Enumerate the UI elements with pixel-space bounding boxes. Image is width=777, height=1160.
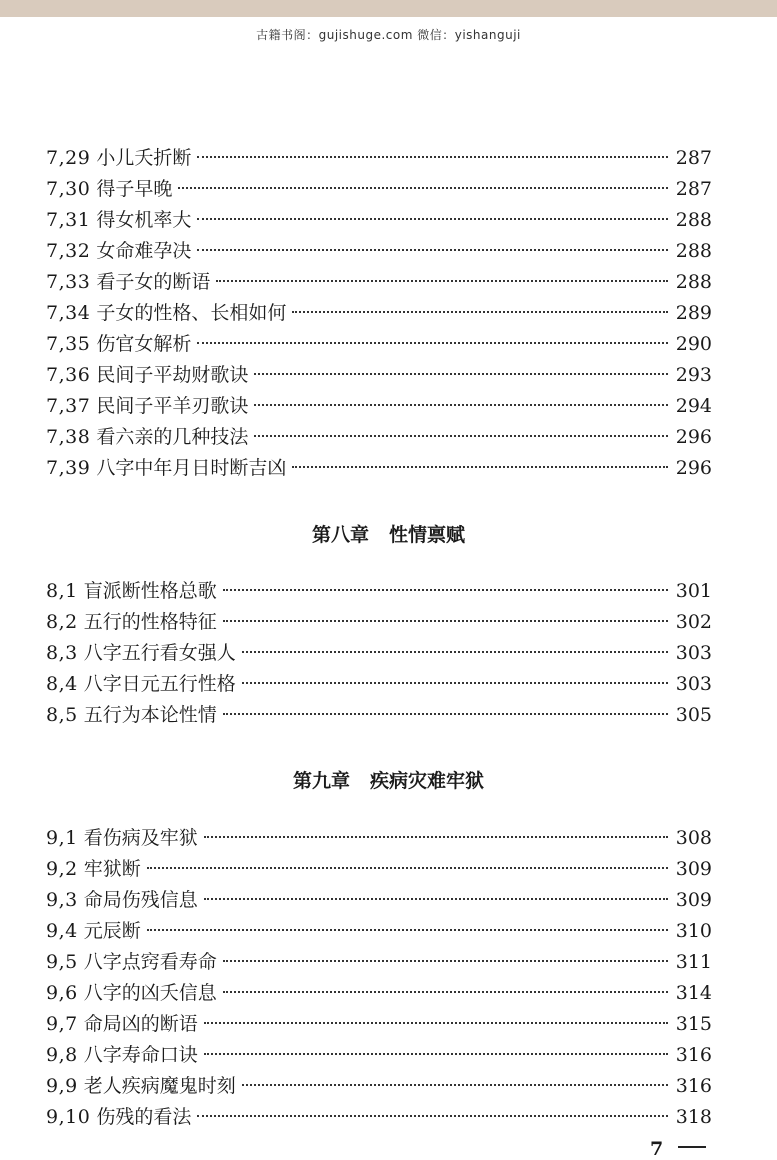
toc-entry-page: 288: [675, 240, 712, 262]
chapter-9-name: 疾病灾难牢狱: [370, 770, 485, 792]
toc-entry-number: 7,39: [46, 457, 91, 479]
toc-entry-number: 9,8: [46, 1044, 78, 1066]
dot-leader: [292, 311, 667, 313]
dot-leader: [223, 991, 668, 993]
toc-entry-title: 看伤病及牢狱: [83, 827, 198, 849]
dot-leader: [197, 342, 667, 344]
toc-section-8: [46, 576, 712, 731]
toc-entry[interactable]: [46, 607, 712, 638]
toc-entry-page: 302: [675, 611, 712, 633]
toc-entry-title: 盲派断性格总歌: [83, 580, 217, 602]
toc-entry[interactable]: [46, 267, 712, 298]
dot-leader: [204, 898, 668, 900]
page-number: 7: [650, 1138, 664, 1160]
toc-entry-title: 元辰断: [83, 920, 141, 942]
toc-entry-title: 老人疾病魔鬼时刻: [83, 1075, 236, 1097]
dot-leader: [223, 960, 668, 962]
toc-entry[interactable]: [46, 391, 712, 422]
toc-entry-number: 7,33: [46, 271, 91, 293]
toc-entry-page: 316: [675, 1044, 712, 1066]
toc-entry-title: 命局伤残信息: [83, 889, 198, 911]
toc-entry-number: 9,7: [46, 1013, 78, 1035]
toc-entry-title: 八字日元五行性格: [83, 673, 236, 695]
toc-entry[interactable]: [46, 1071, 712, 1102]
toc-entry-title: 女命难孕决: [96, 240, 192, 262]
watermark-header: 古籍书阁：gujishuge.com 微信：yishanguji: [256, 28, 521, 42]
toc-entry-number: 7,30: [46, 178, 91, 200]
toc-entry[interactable]: [46, 422, 712, 453]
toc-entry-number: 8,5: [46, 704, 78, 726]
dot-leader: [292, 466, 667, 468]
chapter-9-heading: [0, 766, 777, 793]
toc-entry-title: 小儿夭折断: [96, 147, 192, 169]
toc-entry[interactable]: [46, 329, 712, 360]
toc-entry-page: 309: [675, 889, 712, 911]
toc-entry[interactable]: [46, 576, 712, 607]
toc-entry-title: 得子早晚: [96, 178, 173, 200]
toc-entry-page: 289: [675, 302, 712, 324]
toc-entry-number: 9,1: [46, 827, 78, 849]
toc-entry-title: 伤官女解析: [96, 333, 192, 355]
toc-entry-number: 7,29: [46, 147, 91, 169]
toc-entry-number: 7,35: [46, 333, 91, 355]
toc-entry[interactable]: [46, 947, 712, 978]
toc-entry[interactable]: [46, 854, 712, 885]
toc-entry[interactable]: [46, 1009, 712, 1040]
dot-leader: [204, 836, 668, 838]
dot-leader: [147, 929, 668, 931]
toc-entry-title: 八字五行看女强人: [83, 642, 236, 664]
toc-entry-page: 311: [675, 951, 712, 973]
toc-entry[interactable]: [46, 669, 712, 700]
toc-entry-number: 8,2: [46, 611, 78, 633]
toc-entry-number: 7,32: [46, 240, 91, 262]
toc-entry-number: 8,1: [46, 580, 78, 602]
toc-entry-page: 293: [675, 364, 712, 386]
dot-leader: [178, 187, 667, 189]
page-number-rule: [678, 1146, 706, 1148]
dot-leader: [242, 1084, 668, 1086]
chapter-8-label: 第八章: [311, 524, 369, 546]
toc-entry[interactable]: [46, 885, 712, 916]
toc-entry-page: 287: [675, 178, 712, 200]
toc-entry-page: 303: [675, 673, 712, 695]
toc-entry-title: 八字的凶夭信息: [83, 982, 217, 1004]
toc-entry-page: 288: [675, 271, 712, 293]
toc-entry-page: 315: [675, 1013, 712, 1035]
toc-entry-number: 9,10: [46, 1106, 91, 1128]
toc-entry-title: 看子女的断语: [96, 271, 211, 293]
dot-leader: [147, 867, 668, 869]
toc-entry-number: 7,36: [46, 364, 91, 386]
toc-section-7: [46, 143, 712, 484]
toc-entry-page: 288: [675, 209, 712, 231]
dot-leader: [204, 1022, 668, 1024]
toc-entry[interactable]: [46, 1102, 712, 1133]
toc-entry-number: 9,3: [46, 889, 78, 911]
toc-entry-title: 五行为本论性情: [83, 704, 217, 726]
toc-entry[interactable]: [46, 236, 712, 267]
toc-entry-number: 7,37: [46, 395, 91, 417]
dot-leader: [197, 218, 667, 220]
toc-entry-page: 290: [675, 333, 712, 355]
toc-entry-number: 9,4: [46, 920, 78, 942]
chapter-9-label: 第九章: [292, 770, 350, 792]
toc-entry-number: 8,4: [46, 673, 78, 695]
toc-entry-page: 309: [675, 858, 712, 880]
toc-entry-title: 看六亲的几种技法: [96, 426, 249, 448]
toc-entry-page: 316: [675, 1075, 712, 1097]
toc-entry-number: 9,2: [46, 858, 78, 880]
toc-entry-title: 伤残的看法: [96, 1106, 192, 1128]
dot-leader: [223, 620, 668, 622]
dot-leader: [223, 589, 668, 591]
toc-entry-number: 7,38: [46, 426, 91, 448]
toc-entry-title: 得女机率大: [96, 209, 192, 231]
toc-entry[interactable]: [46, 174, 712, 205]
toc-entry-title: 子女的性格、长相如何: [96, 302, 287, 324]
top-border: [0, 0, 777, 17]
toc-entry-page: 296: [675, 426, 712, 448]
toc-entry-page: 301: [675, 580, 712, 602]
toc-entry[interactable]: [46, 298, 712, 329]
toc-entry-page: 294: [675, 395, 712, 417]
toc-entry-title: 八字中年月日时断吉凶: [96, 457, 287, 479]
toc-entry[interactable]: [46, 360, 712, 391]
dot-leader: [254, 373, 667, 375]
toc-entry[interactable]: [46, 916, 712, 947]
toc-entry-title: 八字点窍看寿命: [83, 951, 217, 973]
chapter-8-heading: [0, 520, 777, 547]
dot-leader: [223, 713, 668, 715]
toc-entry-number: 8,3: [46, 642, 78, 664]
dot-leader: [197, 1115, 667, 1117]
toc-entry-page: 308: [675, 827, 712, 849]
toc-entry-number: 7,31: [46, 209, 91, 231]
toc-entry-title: 民间子平劫财歌诀: [96, 364, 249, 386]
dot-leader: [197, 156, 667, 158]
dot-leader: [197, 249, 667, 251]
dot-leader: [216, 280, 667, 282]
dot-leader: [204, 1053, 668, 1055]
toc-section-9: [46, 823, 712, 1133]
toc-entry[interactable]: [46, 978, 712, 1009]
toc-entry-title: 牢狱断: [83, 858, 141, 880]
toc-entry-number: 9,6: [46, 982, 78, 1004]
toc-entry-title: 命局凶的断语: [83, 1013, 198, 1035]
toc-entry[interactable]: [46, 823, 712, 854]
toc-entry-page: 287: [675, 147, 712, 169]
dot-leader: [242, 682, 668, 684]
dot-leader: [254, 404, 667, 406]
toc-entry-page: 318: [675, 1106, 712, 1128]
toc-entry-title: 八字寿命口诀: [83, 1044, 198, 1066]
toc-entry-title: 民间子平羊刃歌诀: [96, 395, 249, 417]
toc-entry-page: 305: [675, 704, 712, 726]
toc-entry-number: 7,34: [46, 302, 91, 324]
chapter-8-name: 性情禀赋: [389, 524, 466, 546]
dot-leader: [242, 651, 668, 653]
toc-entry-number: 9,5: [46, 951, 78, 973]
toc-entry-page: 296: [675, 457, 712, 479]
toc-entry[interactable]: [46, 1040, 712, 1071]
toc-entry-page: 303: [675, 642, 712, 664]
toc-entry-page: 310: [675, 920, 712, 942]
toc-entry-number: 9,9: [46, 1075, 78, 1097]
toc-entry[interactable]: [46, 205, 712, 236]
dot-leader: [254, 435, 667, 437]
toc-entry[interactable]: [46, 638, 712, 669]
toc-entry[interactable]: [46, 453, 712, 484]
toc-entry-title: 五行的性格特征: [83, 611, 217, 633]
toc-entry[interactable]: [46, 143, 712, 174]
toc-entry[interactable]: [46, 700, 712, 731]
toc-entry-page: 314: [675, 982, 712, 1004]
